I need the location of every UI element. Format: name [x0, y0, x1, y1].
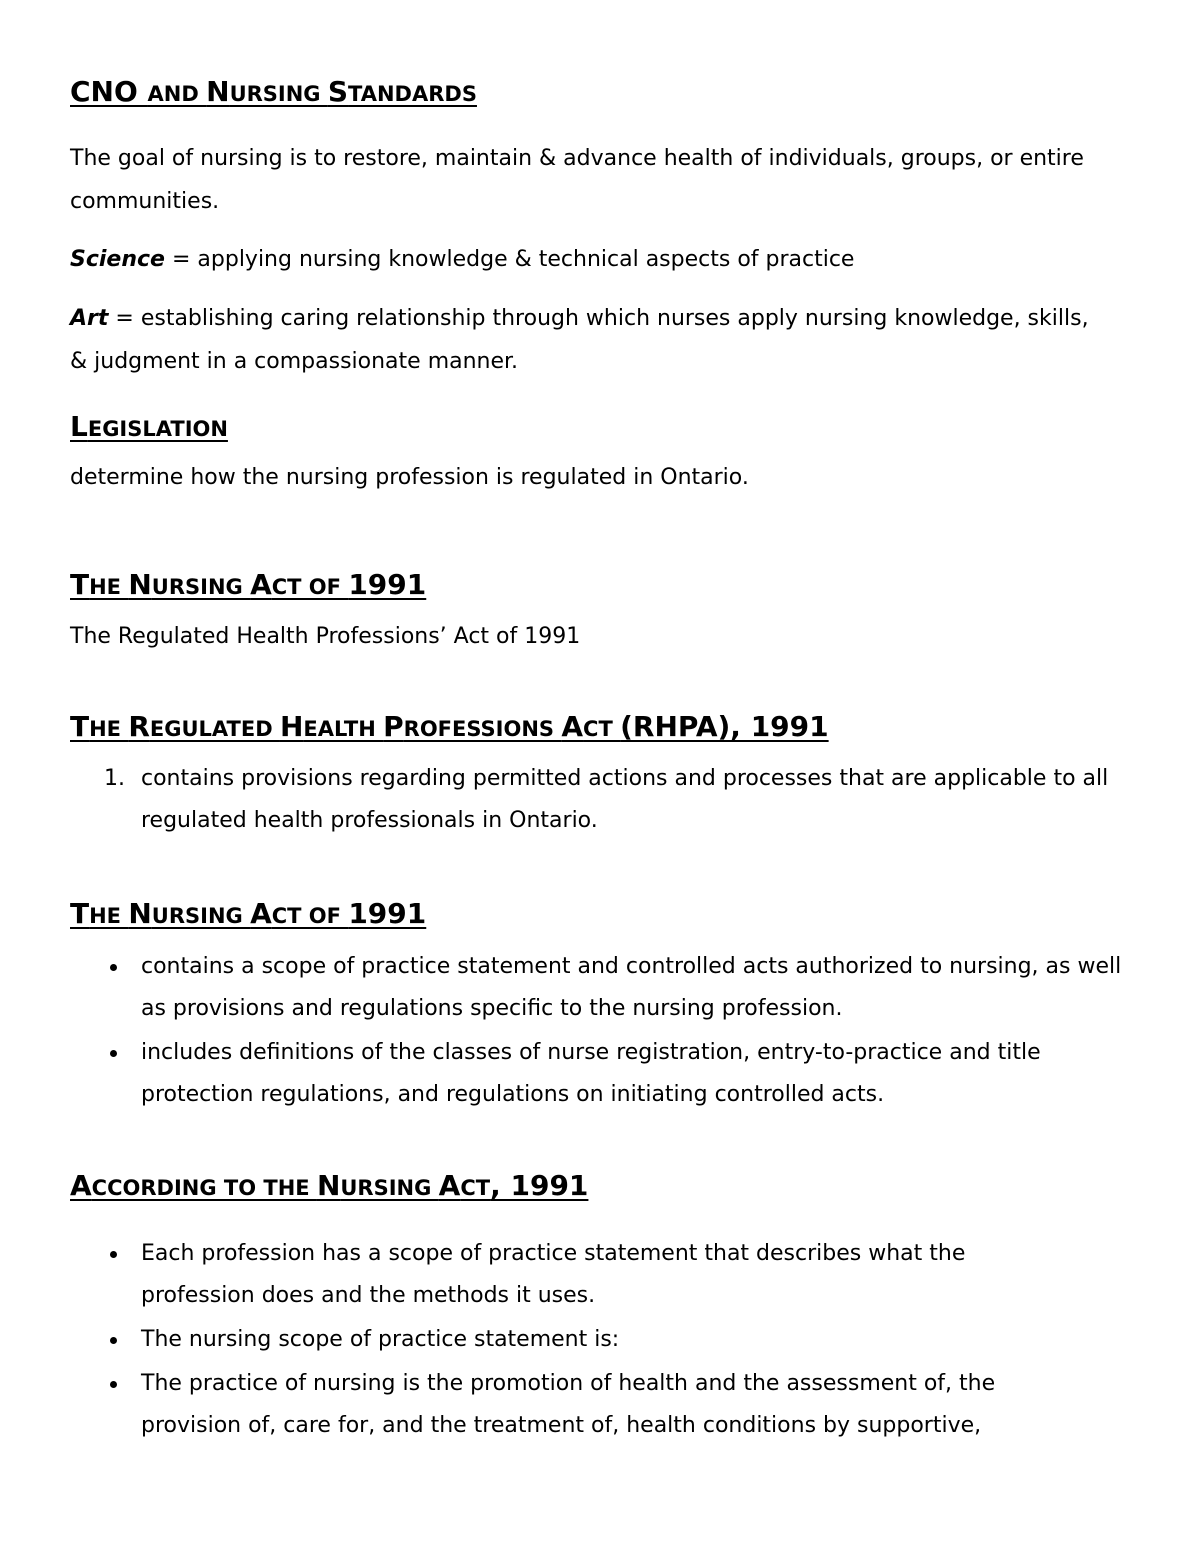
science-definition: Science = applying nursing knowledge & technical aspects of practice: [70, 247, 855, 272]
nursing-act-text: The Regulated Health Professions’ Act of 1991: [70, 624, 581, 649]
list-item: contains a scope of practice statement and controlled acts authorized to nursing, as well as provisions and regulations specific to the nursing profession.: [70, 946, 1130, 1030]
intro-paragraph: The goal of nursing is to restore, maintain & advance health of individuals, groups, or entire communities.: [70, 146, 1084, 214]
according-list: [70, 1233, 1070, 1447]
list-item: The nursing scope of practice statement is:: [70, 1319, 1070, 1361]
bullet-icon: [110, 1251, 117, 1258]
rhpa-list: [70, 758, 1130, 842]
list-item: includes definitions of the classes of nurse registration, entry-to-practice and title protection regulations, and regulations on initiating controlled acts.: [70, 1032, 1130, 1116]
bullet-icon: [110, 1381, 117, 1388]
bullet-icon: [110, 1337, 117, 1344]
rhpa-heading: THE REGULATED HEALTH PROFESSIONS ACT (RHPA), 1991: [70, 710, 829, 743]
nursing-act-heading: THE NURSING ACT OF 1991: [70, 568, 427, 601]
bullet-icon: [110, 1050, 117, 1057]
nursing-act-list: [70, 946, 1130, 1116]
science-term: Science: [70, 247, 165, 272]
list-item: The practice of nursing is the promotion of health and the assessment of, the provision of, care for, and the treatment of, health conditions by supportive,: [70, 1363, 1070, 1447]
list-item: Each profession has a scope of practice statement that describes what the profession does and the methods it uses.: [70, 1233, 1070, 1317]
nursing-act-heading-2: THE NURSING ACT OF 1991: [70, 897, 427, 930]
art-term: Art: [70, 306, 109, 331]
art-definition: Art = establishing caring relationship through which nurses apply nursing knowledge, skills, & judgment in a compassionate manner.: [70, 306, 1089, 374]
list-item: 1. contains provisions regarding permitted actions and processes that are applicable to all regulated health professionals in Ontario.: [104, 766, 1109, 833]
according-heading: ACCORDING TO THE NURSING ACT, 1991: [70, 1169, 589, 1202]
document-title: CNO AND NURSING STANDARDS: [70, 75, 477, 108]
legislation-text: determine how the nursing profession is regulated in Ontario.: [70, 465, 749, 490]
legislation-heading: LEGISLATION: [70, 410, 228, 443]
bullet-icon: [110, 964, 117, 971]
